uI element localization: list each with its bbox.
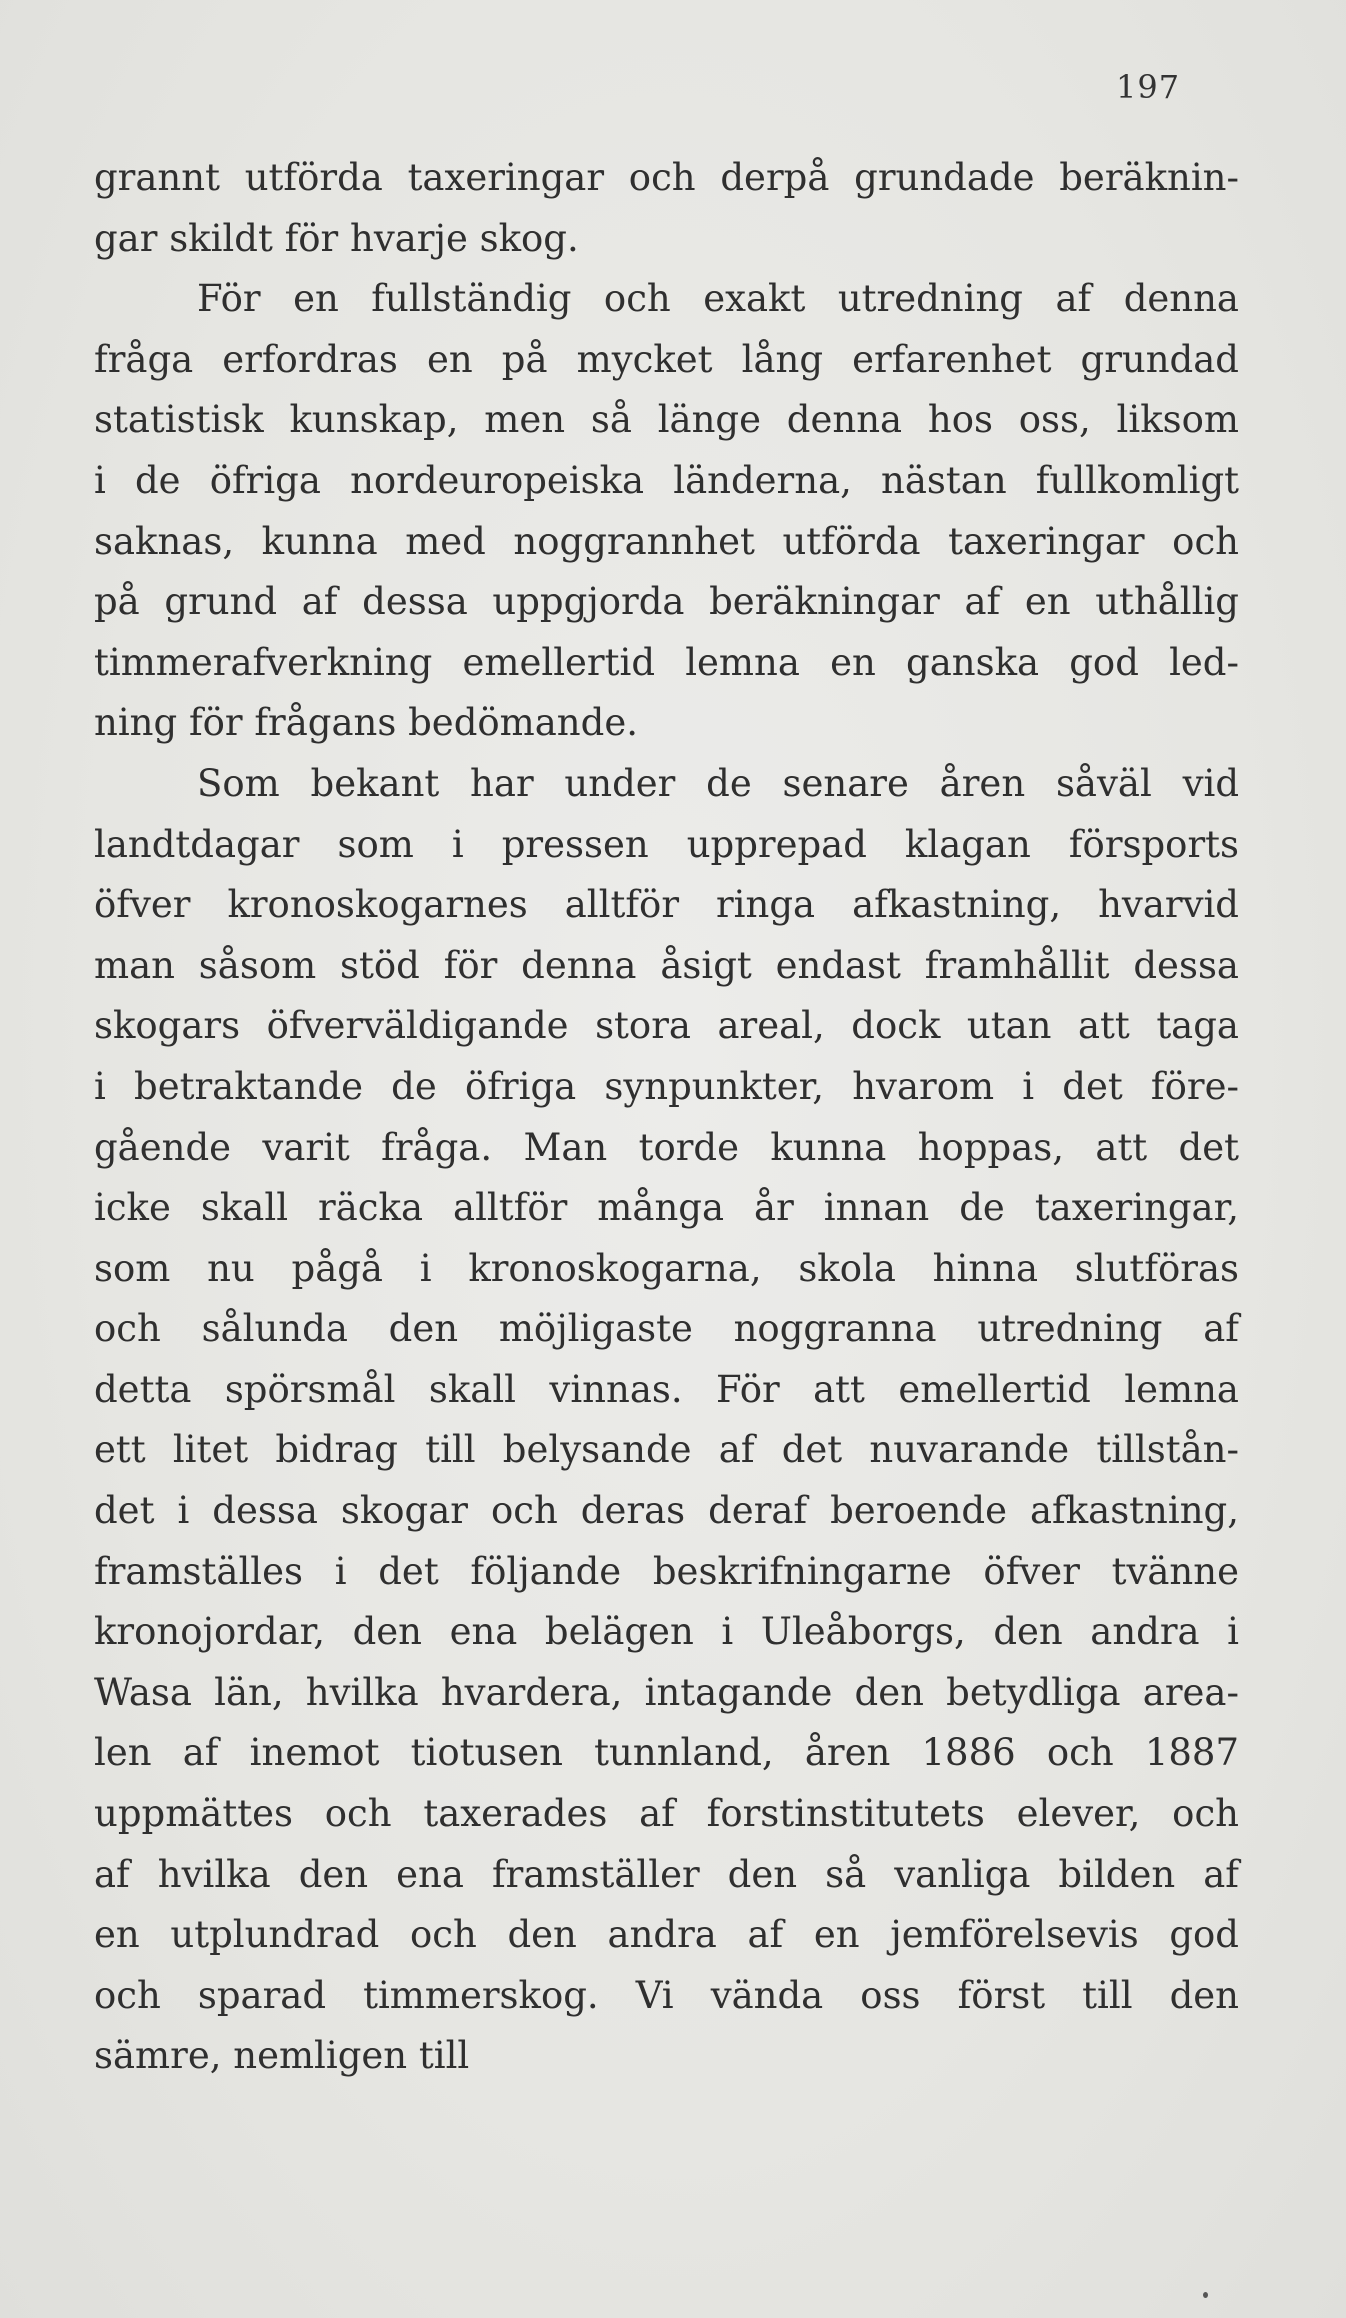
text-line: landtdagar som i pressen upprepad klagan försports xyxy=(94,822,1239,866)
text-line: För en fullständig och exakt utredning af denna xyxy=(197,277,1239,321)
text-line: timmerafverkning emellertid lemna en ganska god led- xyxy=(94,640,1239,684)
text-line: på grund af dessa uppgjorda beräkningar af en uthållig xyxy=(94,580,1239,624)
text-line: saknas, kunna med noggrannhet utförda taxeringar och xyxy=(94,519,1239,563)
text-line: och sålunda den möjligaste noggranna utredning af xyxy=(94,1307,1239,1351)
text-line: len af inemot tiotusen tunnland, åren 1886 och 1887 xyxy=(94,1731,1239,1775)
text-line: det i dessa skogar och deras deraf beroende afkastning, xyxy=(94,1489,1239,1533)
text-line: Som bekant har under de senare åren såväl vid xyxy=(197,761,1239,805)
text-line: i betraktande de öfriga synpunkter, hvarom i det före- xyxy=(94,1064,1239,1108)
text-line: som nu pågå i kronoskogarna, skola hinna slutföras xyxy=(94,1246,1239,1290)
text-line: grannt utförda taxeringar och derpå grundade beräknin- xyxy=(94,156,1239,199)
text-line: fråga erfordras en på mycket lång erfarenhet grundad xyxy=(94,337,1239,381)
body-text xyxy=(94,148,1239,2087)
text-line: Wasa län, hvilka hvardera, intagande den betydliga area- xyxy=(94,1670,1239,1714)
text-line: af hvilka den ena framställer den så vanliga bilden af xyxy=(94,1852,1239,1896)
text-line: statistisk kunskap, men så länge denna hos oss, liksom xyxy=(94,398,1239,442)
text-line: icke skall räcka alltför många år innan de taxeringar, xyxy=(94,1186,1239,1230)
text-line: ett litet bidrag till belysande af det nuvarande tillstån- xyxy=(94,1428,1239,1472)
text-line: sämre, nemligen till xyxy=(94,2034,470,2078)
text-line: en utplundrad och den andra af en jemförelsevis god xyxy=(94,1913,1239,1957)
text-line: gående varit fråga. Man torde kunna hoppas, att det xyxy=(94,1125,1239,1169)
page-number: 197 xyxy=(1116,68,1181,106)
text-line: uppmättes och taxerades af forstinstitutets elever, och xyxy=(94,1792,1239,1836)
ink-speck xyxy=(1203,2292,1208,2298)
text-line: och sparad timmerskog. Vi vända oss först till den xyxy=(94,1973,1239,2017)
text-line: öfver kronoskogarnes alltför ringa afkastning, hvarvid xyxy=(94,883,1239,927)
text-line: framställes i det följande beskrifningarne öfver tvänne xyxy=(94,1549,1239,1593)
text-line: skogars öfverväldigande stora areal, dock utan att taga xyxy=(94,1004,1239,1048)
text-line: ning för frågans bedömande. xyxy=(94,701,638,745)
text-line: i de öfriga nordeuropeiska länderna, nästan fullkomligt xyxy=(94,458,1239,502)
text-line: kronojordar, den ena belägen i Uleåborgs, den andra i xyxy=(94,1610,1239,1654)
text-line: detta spörsmål skall vinnas. För att emellertid lemna xyxy=(94,1367,1239,1411)
text-line: man såsom stöd för denna åsigt endast framhållit dessa xyxy=(94,943,1239,987)
text-line: gar skildt för hvarje skog. xyxy=(94,216,579,260)
